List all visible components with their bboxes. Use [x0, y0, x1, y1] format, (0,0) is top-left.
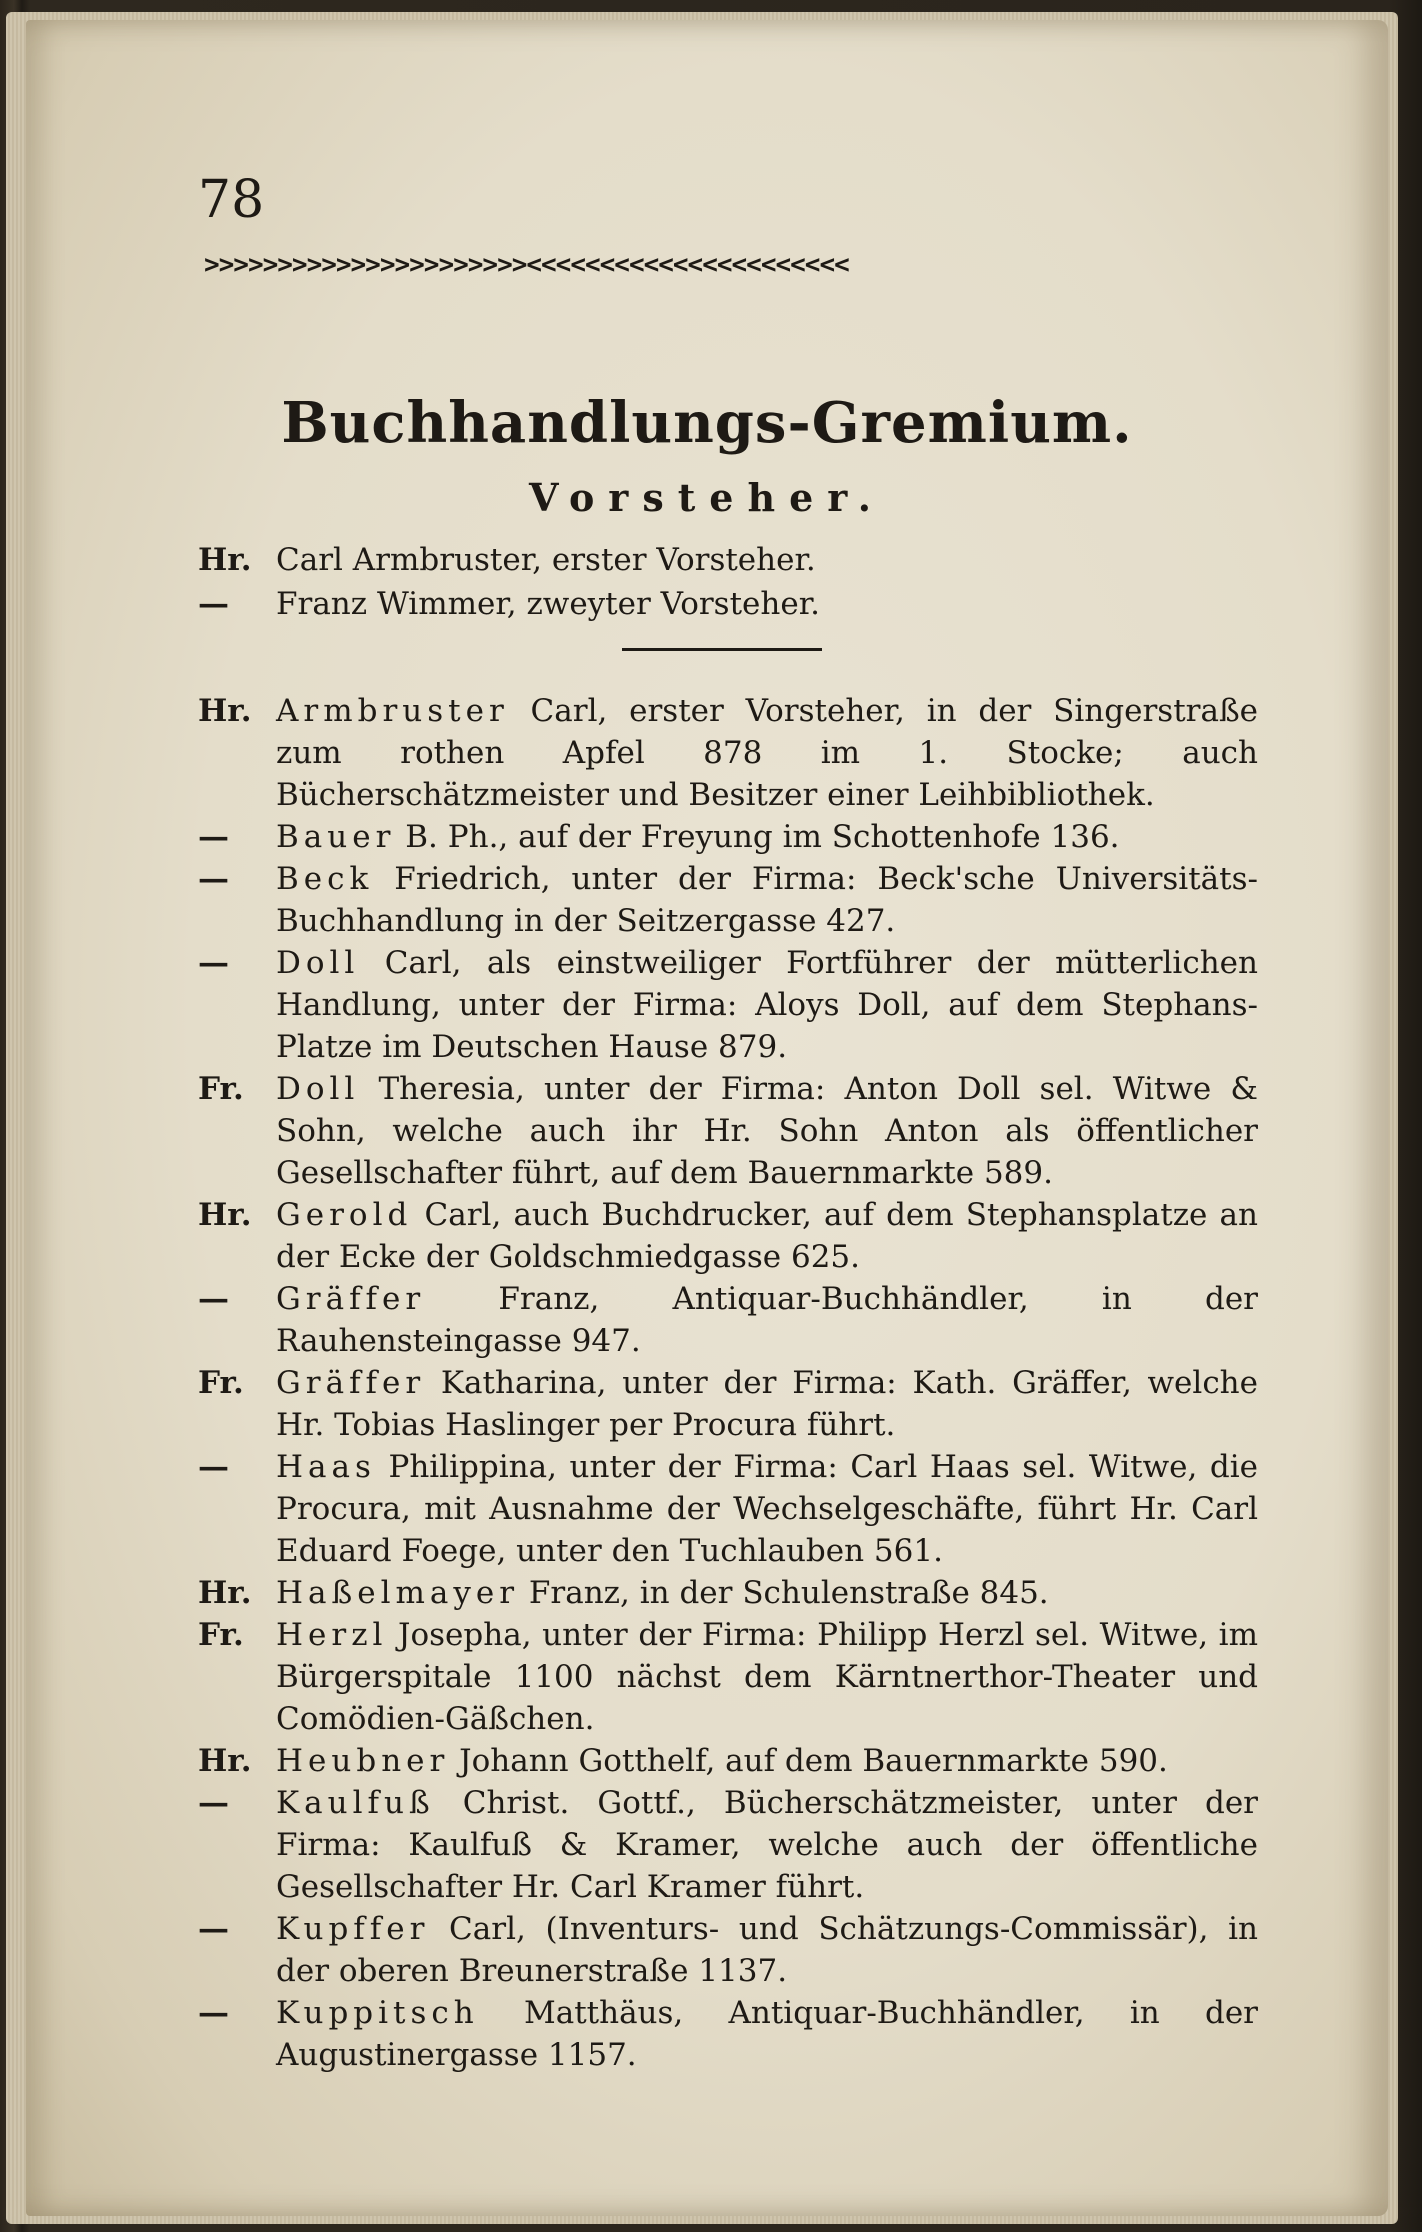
entry-prefix: — — [198, 945, 229, 981]
entry — [198, 1194, 1258, 1278]
entries-list — [198, 690, 1258, 2076]
entry — [198, 1782, 1258, 1908]
entry — [198, 690, 1258, 816]
section-divider — [622, 648, 822, 651]
entry-name: Haßelmayer — [276, 1575, 520, 1611]
entry — [198, 1992, 1258, 2076]
entry-text: Franz, Antiquar-Buchhändler, in der Rauhensteingasse 947. — [276, 1281, 1258, 1359]
entry-text: Matthäus, Antiquar-Buchhändler, in der Augustinergasse 1157. — [276, 1995, 1258, 2073]
officers-list — [198, 538, 1248, 626]
entry-prefix: — — [198, 861, 229, 897]
entry-text: Franz, in der Schulenstraße 845. — [519, 1575, 1049, 1611]
entry-text: Christ. Gottf., Bücherschätzmeister, unter der Firma: Kaulfuß & Kramer, welche auch der öffentliche Gesellschafter Hr. Carl Kramer führt. — [276, 1785, 1258, 1905]
entry-prefix: — — [198, 819, 229, 855]
entry-text: Josepha, unter der Firma: Philipp Herzl sel. Witwe, im Bürgerspitale 1100 nächst dem Kärntnerthor-Theater und Comödien-Gäßchen. — [276, 1617, 1258, 1737]
entry-text: Johann Gotthelf, auf dem Bauernmarkte 590. — [449, 1743, 1168, 1779]
entry — [198, 1614, 1258, 1740]
entry-text: Katharina, unter der Firma: Kath. Gräffer, welche Hr. Tobias Haslinger per Procura führt. — [276, 1365, 1258, 1443]
officer-prefix: — — [198, 586, 229, 622]
entry-text: Theresia, unter der Firma: Anton Doll sel. Witwe & Sohn, welche auch ihr Hr. Sohn Anton als öffentlicher Gesellschafter führt, auf dem Bauernmarkte 589. — [276, 1071, 1258, 1191]
officer-prefix: Hr. — [198, 542, 252, 578]
entry-prefix: Hr. — [198, 1197, 252, 1233]
entry — [198, 1446, 1258, 1572]
entry-name: Gräffer — [276, 1281, 426, 1317]
entry — [198, 1362, 1258, 1446]
book-page — [26, 20, 1388, 2216]
entry-prefix: Hr. — [198, 1575, 252, 1611]
entry-prefix: Fr. — [198, 1617, 244, 1653]
entry — [198, 942, 1258, 1068]
entry-prefix: Hr. — [198, 693, 252, 729]
entry-text: Friedrich, unter der Firma: Beck'sche Universitäts-Buchhandlung in der Seitzergasse 427. — [276, 861, 1258, 939]
entry — [198, 1572, 1258, 1614]
entry-name: Doll — [276, 1071, 360, 1107]
entry — [198, 816, 1258, 858]
entry-name: Gräffer — [276, 1365, 426, 1401]
entry-text: Carl, (Inventurs- und Schätzungs-Commissär), in der oberen Breunerstraße 1137. — [276, 1911, 1258, 1989]
entry-name: Bauer — [276, 819, 396, 855]
officer-text: , zweyter Vorsteher. — [506, 586, 820, 622]
ornament-rule: >>>>>>>>>>>>>>>>>>>>>><<<<<<<<<<<<<<<<<<<<<< — [204, 250, 849, 280]
entry-name: Doll — [276, 945, 360, 981]
entry-name: Haas — [276, 1449, 376, 1485]
entry-prefix: Hr. — [198, 1743, 252, 1779]
entry — [198, 1740, 1258, 1782]
entry — [198, 1908, 1258, 1992]
entry-name: Gerold — [276, 1197, 413, 1233]
entry-text: B. Ph., auf der Freyung im Schottenhofe 136. — [395, 819, 1120, 855]
entry-text: Carl, erster Vorsteher, in der Singerstraße zum rothen Apfel 878 im 1. Stocke; auch Bücherschätzmeister und Besitzer einer Leihbibliothek. — [276, 693, 1258, 813]
entry-name: Armbruster — [276, 693, 509, 729]
entry — [198, 858, 1258, 942]
entry — [198, 1068, 1258, 1194]
entry-prefix: — — [198, 1911, 229, 1947]
entry-prefix: — — [198, 1449, 229, 1485]
entry-text: Carl, auch Buchdrucker, auf dem Stephansplatze an der Ecke der Goldschmiedgasse 625. — [276, 1197, 1258, 1275]
entry-prefix: — — [198, 1281, 229, 1317]
entry-name: Kuppitsch — [276, 1995, 479, 2031]
entry-prefix: Fr. — [198, 1365, 244, 1401]
entry-text: Philippina, unter der Firma: Carl Haas sel. Witwe, die Procura, mit Ausnahme der Wechselgeschäfte, führt Hr. Carl Eduard Foege, unter den Tuchlauben 561. — [276, 1449, 1258, 1569]
entry-name: Herzl — [276, 1617, 388, 1653]
entry-prefix: Fr. — [198, 1071, 244, 1107]
entry-name: Heubner — [276, 1743, 450, 1779]
section-subtitle: Vorsteher. — [528, 475, 886, 520]
entry-name: Kaulfuß — [276, 1785, 435, 1821]
officer-line — [198, 538, 1248, 582]
entry-prefix: — — [198, 1995, 229, 2031]
entry-name: Beck — [276, 861, 374, 897]
entry-prefix: — — [198, 1785, 229, 1821]
entry-text: Carl, als einstweiliger Fortführer der mütterlichen Handlung, unter der Firma: Aloys Doll, auf dem Stephans-Platze im Deutschen Hause 879. — [276, 945, 1258, 1065]
officer-text: , erster Vorsteher. — [532, 542, 816, 578]
officer-name: Carl Armbruster — [276, 542, 533, 578]
entry-name: Kupffer — [276, 1911, 430, 1947]
officer-line — [198, 582, 1248, 626]
entry — [198, 1278, 1258, 1362]
page-title: Buchhandlungs-Gremium. — [281, 390, 1133, 456]
officer-name: Franz Wimmer — [276, 586, 507, 622]
page-number: 78 — [198, 170, 265, 230]
